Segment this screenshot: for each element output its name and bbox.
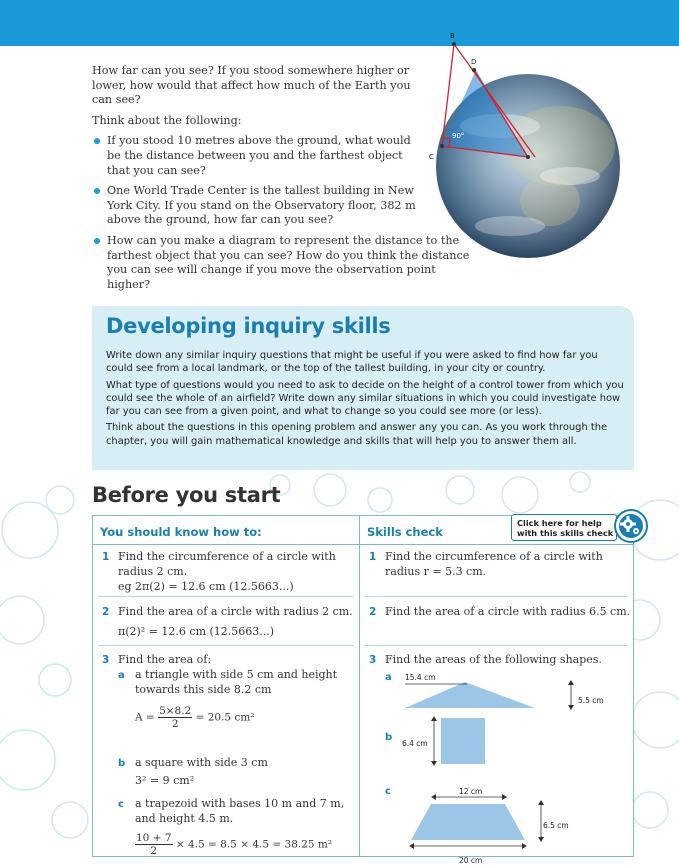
formula-rhs: = 20.5 cm²: [195, 711, 255, 724]
question-text: Find the area of a circle with radius 2 cm.: [118, 605, 353, 618]
square-side-label: 6.4 cm: [402, 739, 428, 748]
question-number: 2: [369, 606, 377, 618]
question-text: Find the areas of the following shapes.: [385, 653, 602, 666]
left-question-2: [102, 604, 353, 638]
worked-example: 3² = 9 cm²: [135, 774, 195, 787]
triangle-base-label: 15.4 cm: [405, 673, 436, 682]
point-label-c: C: [429, 153, 434, 161]
skills-check-heading: Skills check: [367, 525, 443, 539]
formula-rhs: × 4.5 = 8.5 × 4.5 = 38.25 m²: [175, 838, 333, 851]
inquiry-title: Developing inquiry skills: [106, 314, 391, 338]
question-text: Find the circumference of a circle with radius 2 cm.: [118, 550, 336, 578]
row-separator: [364, 596, 628, 597]
row-separator: [98, 596, 354, 597]
formula-lhs: A =: [135, 711, 155, 724]
intro-prompt: Think about the following:: [92, 113, 242, 127]
denominator: 2: [171, 718, 179, 730]
before-you-start-title: Before you start: [92, 483, 281, 507]
triangle-shape: [405, 680, 605, 710]
right-question-1: [369, 549, 625, 578]
numerator: 5×8.2: [159, 705, 192, 717]
triangle-height-label: 5.5 cm: [578, 696, 604, 705]
question-number: 3: [102, 654, 110, 666]
part-letter: b: [385, 732, 393, 743]
part-letter: a: [385, 672, 392, 683]
part-c-working: [135, 832, 332, 857]
header-rule: [93, 544, 633, 545]
fraction: [158, 705, 192, 730]
point-label-b: B: [450, 32, 455, 40]
inquiry-paragraph: Write down any similar inquiry questions that might be useful if you were asked to find how far you could see from a local landmark, or the top of the tallest building, in your city or country.: [106, 350, 598, 375]
numerator: 10 + 7: [136, 832, 172, 844]
earth-diagram: [420, 26, 630, 258]
left-question-1: [102, 549, 350, 593]
part-text: a square with side 3 cm: [135, 756, 268, 769]
denominator: 2: [150, 845, 158, 857]
inquiry-skills-panel: [92, 306, 634, 470]
part-letter: c: [118, 799, 124, 810]
question-text: Find the area of a circle with radius 6.5 cm.: [385, 605, 631, 618]
fraction: [135, 832, 173, 857]
intro-bullet: How can you make a diagram to represent the distance to the farthest object that you can see? How do you think the distance you can see will change if you move the observation point higher?: [92, 234, 477, 292]
worked-example: π(2)² = 12.6 cm (12.5663...): [118, 625, 275, 638]
angle-label: 90°: [452, 132, 465, 140]
inquiry-paragraph: Think about the questions in this opening problem and answer any you can. As you work through the chapter, you will gain mathematical knowledge and skills that will help you to answer them all.: [106, 422, 608, 447]
question-text: Find the area of:: [118, 653, 212, 666]
worked-example: eg 2π(2) = 12.6 cm (12.5663...): [118, 580, 294, 593]
right-question-3: [369, 652, 627, 865]
trapezoid-bottom-label: 20 cm: [459, 856, 483, 865]
question-number: 2: [102, 606, 110, 618]
skills-help-button[interactable]: Click here for help with this skills check: [511, 514, 617, 541]
question-number: 1: [102, 551, 110, 563]
question-text: Find the circumference of a circle with radius r = 5.3 cm.: [385, 550, 603, 578]
part-letter: a: [118, 670, 125, 681]
part-text: a trapezoid with bases 10 m and 7 m, and height 4.5 m.: [135, 797, 345, 825]
intro-bullet: If you stood 10 metres above the ground, what would be the distance between you and the farthest object that you can see?: [92, 134, 427, 178]
point-label-d: D: [471, 58, 477, 66]
inquiry-text: [106, 349, 626, 451]
left-question-3: [102, 652, 352, 857]
gear-icon[interactable]: [613, 508, 649, 544]
part-letter: c: [385, 786, 391, 797]
intro-bullet: One World Trade Center is the tallest building in New York City. If you stand on the Observatory floor, 382 m above the ground, how far can you see?: [92, 184, 427, 228]
trapezoid-height-label: 6.5 cm: [543, 821, 569, 830]
question-number: 1: [369, 551, 377, 563]
skills-table: [92, 515, 634, 865]
square-shape: [429, 716, 489, 766]
part-text: a triangle with side 5 cm and height towards this side 8.2 cm: [135, 668, 338, 696]
know-how-heading: You should know how to:: [100, 525, 262, 539]
column-divider: [359, 516, 360, 856]
row-separator: [364, 645, 628, 646]
trapezoid-shape: [405, 794, 555, 852]
question-number: 3: [369, 654, 377, 666]
part-a-working: [135, 705, 255, 730]
trapezoid-top-label: 12 cm: [459, 787, 483, 796]
inquiry-paragraph: What type of questions would you need to ask to decide on the height of a control tower from which you could see the whole of an airfield? Write down any similar situations in which you could investigate how far you can see from a given point, and what to change so you could see more (or less).: [106, 379, 624, 418]
right-question-2: [369, 604, 631, 620]
row-separator: [98, 645, 354, 646]
intro-paragraph: How far can you see? If you stood somewhere higher or lower, how would that affect how much of the Earth you can see?: [92, 64, 411, 107]
part-letter: b: [118, 758, 126, 769]
